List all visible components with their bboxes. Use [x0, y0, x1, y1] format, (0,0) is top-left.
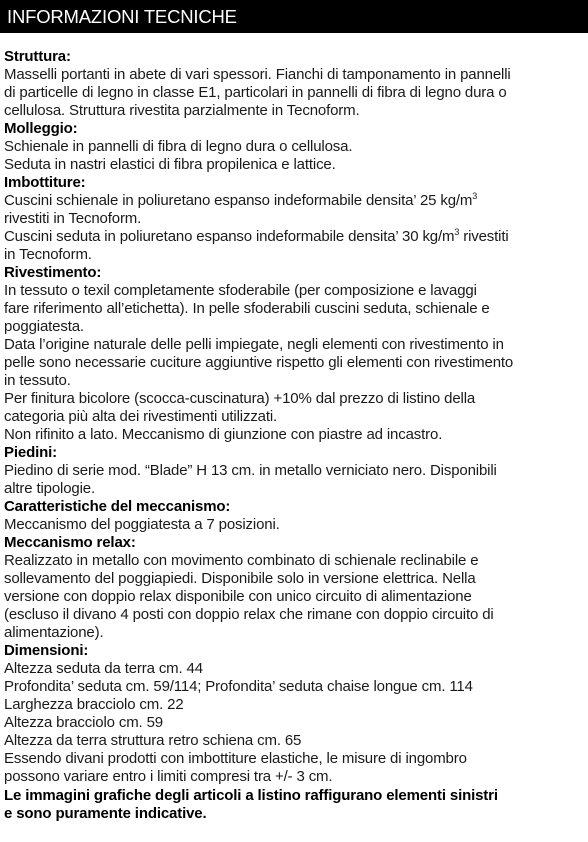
- text-line: Altezza seduta da terra cm. 44: [4, 660, 203, 677]
- paragraph: [4, 462, 586, 498]
- text-line: e sono puramente indicative.: [4, 805, 207, 822]
- section-heading: Dimensioni:: [4, 642, 89, 659]
- text-line: Meccanismo del poggiatesta a 7 posizioni.: [4, 516, 280, 533]
- section-molleggio: [4, 120, 586, 174]
- paragraph: [4, 714, 586, 732]
- text-line: Essendo divani prodotti con imbottiture elastiche, le misure di ingombro: [4, 750, 467, 767]
- text-line: altre tipologie.: [4, 480, 95, 497]
- paragraph: [4, 732, 586, 750]
- text-line: Altezza da terra struttura retro schiena cm. 65: [4, 732, 302, 749]
- section-piedini: [4, 444, 586, 498]
- text-line: [4, 228, 509, 245]
- page-title: INFORMAZIONI TECNICHE: [7, 6, 237, 27]
- text-line: Masselli portanti in abete di vari spessori. Fianchi di tamponamento in pannelli: [4, 66, 511, 83]
- section-caratteristiche-meccanismo: [4, 498, 586, 534]
- text-line: possono variare entro i limiti compresi tra +/- 3 cm.: [4, 768, 333, 785]
- text-line: in Tecnoform.: [4, 246, 92, 263]
- text-line: pelle sono necessarie cuciture aggiuntive rispetto gli elementi con rivestimento: [4, 354, 514, 371]
- text-line: poggiatesta.: [4, 318, 84, 335]
- text-line: (escluso il divano 4 posti con doppio relax che rimane con doppio circuito di: [4, 606, 494, 623]
- section-heading: Struttura:: [4, 48, 71, 65]
- paragraph: [4, 390, 586, 426]
- section-imbottiture: [4, 174, 586, 264]
- text-line: di particelle di legno in classe E1, particolari in pannelli di fibra di legno dura o: [4, 84, 507, 101]
- text-line: fare riferimento all’etichetta). In pelle sfoderabili cuscini seduta, schienale e: [4, 300, 490, 317]
- paragraph: [4, 552, 586, 642]
- text-line: Realizzato in metallo con movimento combinato di schienale reclinabile e: [4, 552, 479, 569]
- text-fragment: Cuscini seduta in poliuretano espanso indeformabile densita’ 30 kg/m: [4, 228, 455, 245]
- text-line: Data l’origine naturale delle pelli impiegate, negli elementi con rivestimento in: [4, 336, 504, 353]
- text-line: versione con doppio relax disponibile con unico circuito di alimentazione: [4, 588, 472, 605]
- text-line: Larghezza bracciolo cm. 22: [4, 696, 184, 713]
- section-dimensioni: [4, 642, 586, 786]
- paragraph: [4, 282, 586, 336]
- header-bar: [0, 0, 588, 33]
- text-line: Seduta in nastri elastici di fibra propilenica e lattice.: [4, 156, 336, 173]
- text-line: Per finitura bicolore (scocca-cuscinatura) +10% dal prezzo di listino della: [4, 390, 476, 407]
- paragraph: [4, 66, 586, 120]
- section-heading: Molleggio:: [4, 120, 78, 137]
- section-heading: Rivestimento:: [4, 264, 102, 281]
- paragraph: [4, 228, 586, 264]
- text-line: Piedino di serie mod. “Blade” H 13 cm. in metallo verniciato nero. Disponibili: [4, 462, 497, 479]
- text-line: In tessuto o texil completamente sfoderabile (per composizione e lavaggi: [4, 282, 477, 299]
- technical-info-content: [4, 48, 586, 823]
- paragraph: [4, 678, 586, 696]
- section-heading: Caratteristiche del meccanismo:: [4, 498, 231, 515]
- text-line: Schienale in pannelli di fibra di legno dura o cellulosa.: [4, 138, 353, 155]
- text-line: Le immagini grafiche degli articoli a listino raffigurano elementi sinistri: [4, 787, 498, 804]
- text-line: Non rifinito a lato. Meccanismo di giunzione con piastre ad incastro.: [4, 426, 443, 443]
- section-heading: Piedini:: [4, 444, 57, 461]
- text-fragment: rivestiti: [459, 228, 509, 245]
- superscript: 3: [472, 191, 478, 201]
- paragraph: [4, 192, 586, 228]
- paragraph: [4, 516, 586, 534]
- section-meccanismo-relax: [4, 534, 586, 642]
- text-line: rivestiti in Tecnoform.: [4, 210, 142, 227]
- text-fragment: Cuscini schienale in poliuretano espanso indeformabile densita’ 25 kg/m: [4, 192, 473, 209]
- paragraph: [4, 156, 586, 174]
- text-line: Altezza bracciolo cm. 59: [4, 714, 163, 731]
- text-line: [4, 192, 477, 209]
- section-struttura: [4, 48, 586, 120]
- paragraph: [4, 750, 586, 786]
- superscript: 3: [454, 227, 460, 237]
- paragraph: [4, 138, 586, 156]
- section-heading: Meccanismo relax:: [4, 534, 136, 551]
- text-line: in tessuto.: [4, 372, 71, 389]
- text-line: sollevamento del poggiapiedi. Disponibile solo in versione elettrica. Nella: [4, 570, 476, 587]
- text-line: Profondita’ seduta cm. 59/114; Profondita’ seduta chaise longue cm. 114: [4, 678, 473, 695]
- paragraph: [4, 426, 586, 444]
- footer-note: [4, 787, 586, 823]
- paragraph: [4, 696, 586, 714]
- text-line: categoria più alta dei rivestimenti utilizzati.: [4, 408, 278, 425]
- paragraph: [4, 660, 586, 678]
- paragraph: [4, 336, 586, 390]
- section-heading: Imbottiture:: [4, 174, 86, 191]
- text-line: cellulosa. Struttura rivestita parzialmente in Tecnoform.: [4, 102, 360, 119]
- text-line: alimentazione).: [4, 624, 104, 641]
- section-rivestimento: [4, 264, 586, 444]
